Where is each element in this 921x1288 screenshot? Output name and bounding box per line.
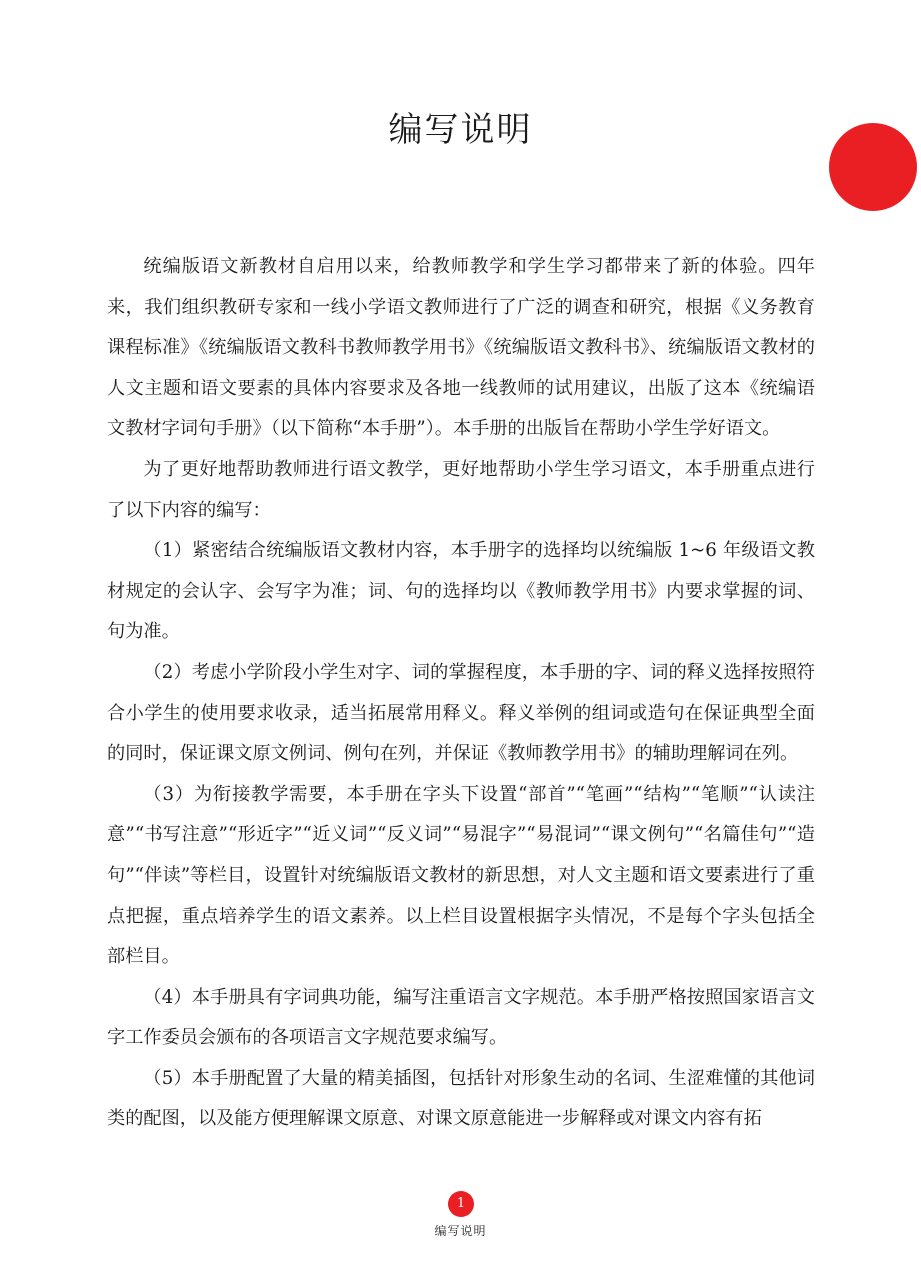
page-title: 编写说明 (388, 110, 533, 150)
paragraph-item-5: （5）本手册配置了大量的精美插图，包括针对形象生动的名词、生涩难懂的其他词类的配图，以及能方便理解课文原意、对课文原意能进一步解释或对课文内容有拓 (107, 1067, 815, 1130)
footer-section-label: 编写说明 (434, 1224, 487, 1238)
body-text (107, 247, 815, 1140)
paragraph-intro: 统编版语文新教材自启用以来，给教师教学和学生学习都带来了新的体验。四年来，我们组织教研专家和一线小学语文教师进行了广泛的调查和研究，根据《义务教育课程标准》《统编版语文教科书教师教学用书》《统编版语文教科书》、统编版语文教材的人文主题和语文要素的具体内容要求及各地一线教师的试用建议，出版了这本《统编语文教材字词句手册》（以下简称“本手册”）。本手册的出版旨在帮助小学生学好语文。 (107, 256, 815, 440)
red-corner-tab (829, 123, 917, 211)
paragraph-item-4: （4）本手册具有字词典功能，编写注重语言文字规范。本手册严格按照国家语言文字工作委员会颁布的各项语言文字规范要求编写。 (107, 986, 815, 1049)
page-number-badge: 1 (448, 1191, 474, 1217)
paragraph-item-1: （1）紧密结合统编版语文教材内容，本手册字的选择均以统编版 1~6 年级语文教材规定的会认字、会写字为准；词、句的选择均以《教师教学用书》内要求掌握的词、句为准。 (107, 540, 815, 643)
paragraph-item-2: （2）考虑小学阶段小学生对字、词的掌握程度，本手册的字、词的释义选择按照符合小学生的使用要求收录，适当拓展常用释义。释义举例的组词或造句在保证典型全面的同时，保证课文原文例词、例句在列，并保证《教师教学用书》的辅助理解词在列。 (107, 661, 815, 765)
paragraph-item-3: （3）为衔接教学需要，本手册在字头下设置“部首”“笔画”“结构”“笔顺”“认读注意”“书写注意”“形近字”“近义词”“反义词”“易混字”“易混词”“课文例句”“名篇佳句”“造句”“伴读”等栏目，设置针对统编版语文教材的新思想，对人文主题和语文要素进行了重点把握，重点培养学生的语文素养。以上栏目设置根据字头情况，不是每个字头包括全部栏目。 (107, 783, 815, 968)
paragraph-purpose: 为了更好地帮助教师进行语文教学，更好地帮助小学生学习语文，本手册重点进行了以下内容的编写： (107, 458, 815, 521)
